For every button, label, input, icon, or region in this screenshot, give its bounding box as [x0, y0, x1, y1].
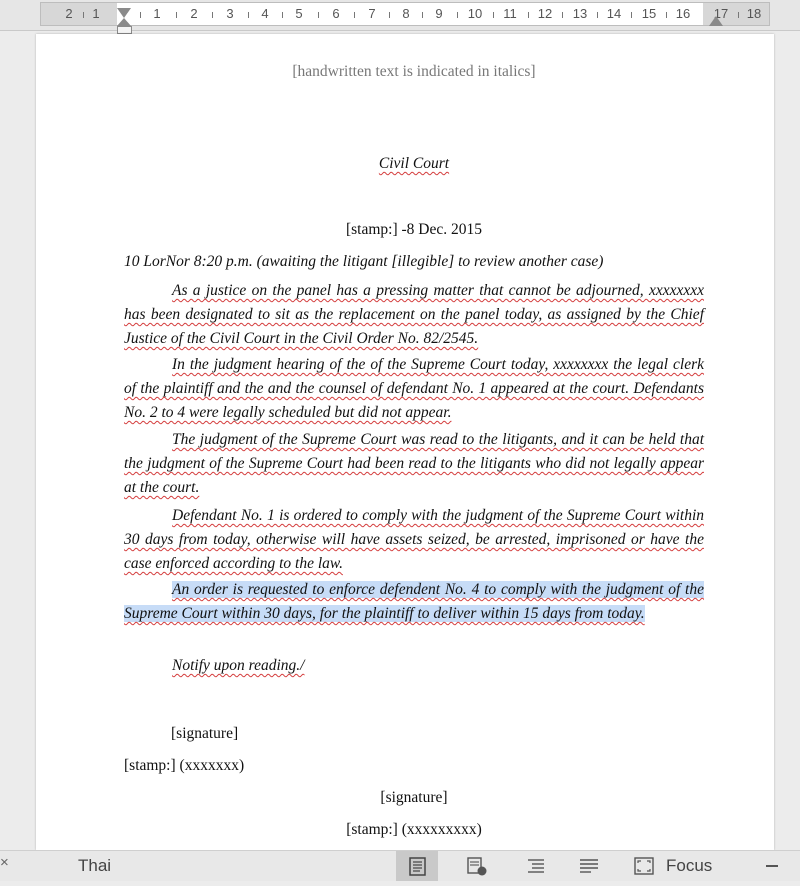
ruler-tick: [176, 12, 177, 18]
paragraph-defendant-order: Defendant No. 1 is ordered to comply with the judgment of the Supreme Court within 30 days from today, otherwise will have assets seized, be arrested, imprisoned or have the case enforced according to the law.: [124, 507, 704, 572]
ruler-tick: [248, 12, 249, 18]
ruler-tick: [597, 12, 598, 18]
left-indent-marker[interactable]: [117, 26, 132, 34]
ruler-left-margin: [41, 3, 117, 25]
ruler-number: 14: [606, 6, 622, 21]
ruler-number: 8: [402, 6, 410, 21]
time-line: 10 LorNor 8:20 p.m. (awaiting the litigant [illegible] to review another case): [124, 253, 604, 270]
selected-text[interactable]: An order is requested to enforce defendent No. 4 to comply with the judgment of the Supreme Court within 30 days, for the plaintiff to deliver within 15 days from today.: [124, 581, 704, 622]
first-line-indent-marker[interactable]: [117, 8, 131, 18]
status-bar: [0, 850, 800, 881]
web-layout-view-button[interactable]: [465, 855, 489, 877]
draft-view-button[interactable]: [577, 855, 601, 877]
print-layout-icon: [396, 851, 438, 881]
ruler-number: 3: [226, 6, 234, 21]
ruler-number: 2: [65, 6, 73, 21]
zoom-out-icon[interactable]: [766, 865, 778, 867]
ruler-tick: [282, 12, 283, 18]
ruler-strip[interactable]: [40, 2, 770, 26]
ruler-number: 1: [153, 6, 161, 21]
ruler-number: 12: [537, 6, 553, 21]
ruler-number: 15: [641, 6, 657, 21]
ruler-number: 1: [92, 6, 100, 21]
ruler-number: 11: [503, 6, 517, 21]
signature-2: [signature]: [380, 789, 448, 806]
ruler-tick: [738, 12, 739, 18]
ruler-number: 2: [190, 6, 198, 21]
ruler-number: 5: [295, 6, 303, 21]
print-layout-view-button[interactable]: [396, 851, 438, 881]
ruler-tick: [631, 12, 632, 18]
ruler-tick: [457, 12, 458, 18]
ruler-number: 7: [368, 6, 376, 21]
outline-icon: [524, 855, 548, 877]
ruler-tick: [318, 12, 319, 18]
outline-view-button[interactable]: [524, 855, 548, 877]
close-mark: ×: [0, 854, 9, 871]
paragraph-replacement: As a justice on the panel has a pressing matter that cannot be adjourned, xxxxxxxx has been designated to sit as the replacement on the panel today, as assigned by the Chief Justice of the Civil Court in the Civil Order No. 82/2545.: [124, 282, 704, 347]
translation-note: [handwritten text is indicated in italics]: [292, 63, 536, 80]
ruler-tick: [562, 12, 563, 18]
paragraph-judgment-read: The judgment of the Supreme Court was read to the litigants, and it can be held that the judgment of the Supreme Court had been read to the litigants who did not legally appear at the court.: [124, 431, 704, 496]
hanging-indent-marker[interactable]: [117, 18, 131, 26]
focus-label[interactable]: Focus: [666, 856, 713, 875]
document-page[interactable]: [36, 34, 774, 850]
ruler[interactable]: [0, 0, 800, 31]
signature-1: [signature]: [171, 725, 239, 742]
ruler-tick: [212, 12, 213, 18]
stamp-2: [stamp:] (xxxxxxxxx): [346, 821, 482, 838]
language-indicator[interactable]: Thai: [78, 856, 112, 875]
ruler-tick: [354, 12, 355, 18]
stamp-date: [stamp:] -8 Dec. 2015: [345, 221, 483, 238]
paragraph-hearing: In the judgment hearing of the of the Supreme Court today, xxxxxxxx the legal clerk of the plaintiff and the and the counsel of defendant No. 1 appeared at the court. Defendants No. 2 to 4 were legally scheduled but did not appear.: [124, 356, 704, 421]
ruler-number: 18: [746, 6, 762, 21]
ruler-number: 9: [435, 6, 443, 21]
ruler-number: 16: [675, 6, 691, 21]
ruler-tick: [422, 12, 423, 18]
notify-line: Notify upon reading./: [172, 657, 305, 674]
ruler-tick: [666, 12, 667, 18]
ruler-tick: [528, 12, 529, 18]
ruler-tick: [389, 12, 390, 18]
ruler-number: 4: [261, 6, 269, 21]
ruler-tick: [83, 12, 84, 18]
web-layout-icon: [465, 855, 489, 877]
ruler-number: 6: [332, 6, 340, 21]
stamp-1: [stamp:] (xxxxxxx): [124, 757, 245, 774]
ruler-number: 17: [713, 6, 729, 21]
draft-icon: [577, 855, 601, 877]
focus-button[interactable]: [632, 855, 656, 877]
ruler-tick: [140, 12, 141, 18]
ruler-number: 13: [572, 6, 588, 21]
court-title: Civil Court: [378, 155, 450, 172]
focus-icon: [632, 855, 656, 877]
paragraph-enforcement-request: [124, 578, 704, 626]
ruler-number: 10: [467, 6, 483, 21]
ruler-tick: [493, 12, 494, 18]
right-indent-marker[interactable]: [709, 16, 723, 26]
